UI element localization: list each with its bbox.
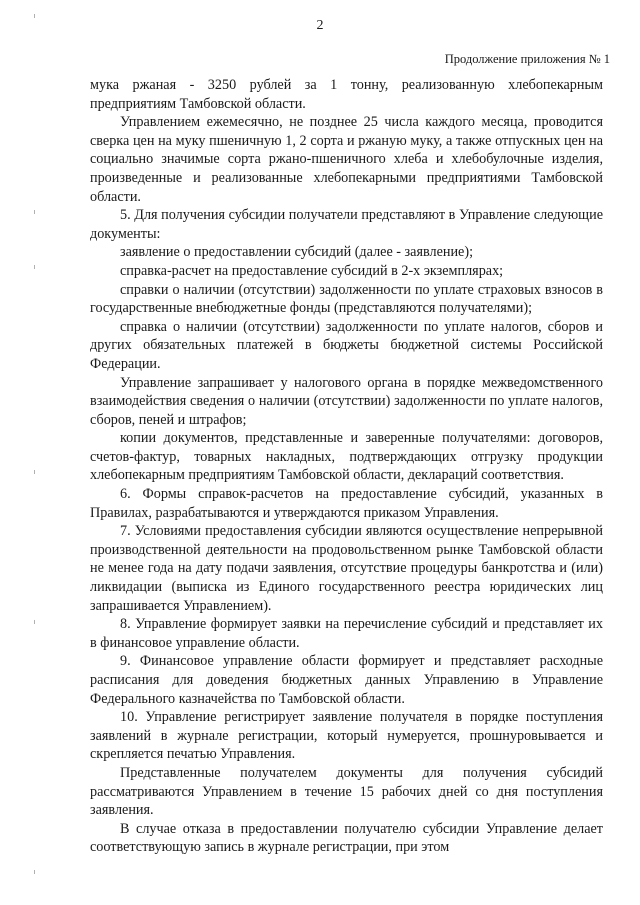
document-body — [90, 76, 603, 857]
paragraph: 6. Формы справок-расчетов на предоставление субсидий, указанных в Правилах, разрабатываются и утверждаются приказом Управления. — [90, 486, 603, 521]
paragraph: Управлением ежемесячно, не позднее 25 числа каждого месяца, проводится сверка цен на муку пшеничную 1, 2 сорта и ржаную муку, а также отпускных цен на социально значимые сорта ржано-пшеничного хлеба и хлебобулочные изделия, произведенные и реализованные хлебопекарными предприятиями Тамбовской области. — [90, 114, 603, 205]
paragraph: 9. Финансовое управление области формирует и представляет расходные расписания для доведения бюджетных данных Управлению в Управление Федерального казначейства по Тамбовской области. — [90, 653, 603, 707]
paragraph: 7. Условиями предоставления субсидии являются осуществление непрерывной производственной деятельности на продовольственном рынке Тамбовской области не менее года на дату подачи заявления, отсутствие процедуры банкротства и (или) ликвидации (выписка из Единого государственного реестра юридических лиц запрашивается Управлением). — [90, 523, 603, 614]
appendix-label: Продолжение приложения № 1 — [444, 52, 610, 66]
paragraph: справки о наличии (отсутствии) задолженности по уплате страховых взносов в государственные внебюджетные фонды (представляются получателями); — [90, 281, 603, 317]
paragraph: 5. Для получения субсидии получатели представляют в Управление следующие документы: — [90, 207, 603, 242]
page-number: 2 — [316, 18, 324, 33]
paragraph: мука ржаная - 3250 рублей за 1 тонну, реализованную хлебопекарным предприятиям Тамбовской области. — [90, 77, 603, 112]
scan-margin-marks — [0, 0, 60, 905]
paragraph: Управление запрашивает у налогового органа в порядке межведомственного взаимодействия сведения о наличии (отсутствии) задолженности по уплате налогов, сборов, пеней и штрафов; — [90, 374, 603, 428]
paragraph: 8. Управление формирует заявки на перечисление субсидий и представляет их в финансовое управление области. — [90, 616, 603, 651]
paragraph: заявление о предоставлении субсидий (далее - заявление); — [120, 244, 474, 261]
paragraph: Представленные получателем документы для получения субсидий рассматриваются Управлением в течение 15 рабочих дней со дня поступления заявления. — [90, 764, 603, 819]
paragraph: В случае отказа в предоставлении получателю субсидии Управление делает соответствующую запись в журнале регистрации, при этом — [90, 820, 603, 856]
paragraph: копии документов, представленные и заверенные получателями: договоров, счетов-фактур, товарных накладных, подтверждающих отгрузку продукции хлебопекарным предприятиям Тамбовской области, деклараций соответствия. — [90, 430, 603, 484]
paragraph: справка о наличии (отсутствии) задолженности по уплате налогов, сборов и других обязательных платежей в бюджеты бюджетной системы Российской Федерации. — [90, 318, 603, 372]
paragraph: справка-расчет на предоставление субсидий в 2-х экземплярах; — [120, 262, 504, 279]
paragraph: 10. Управление регистрирует заявление получателя в порядке поступления заявлений в журнале регистрации, который нумеруется, прошнуровывается и скрепляется печатью Управления. — [90, 709, 603, 763]
